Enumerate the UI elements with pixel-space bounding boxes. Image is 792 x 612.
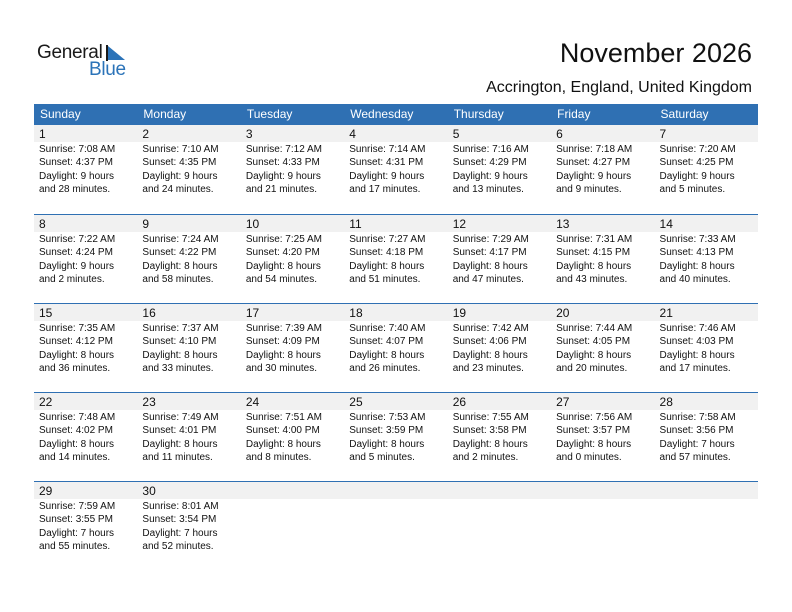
weekday-friday: Friday bbox=[557, 107, 591, 121]
sunrise-text: Sunrise: 7:56 AM bbox=[556, 412, 633, 423]
sunset-text: Sunset: 4:03 PM bbox=[659, 336, 734, 348]
day-cell bbox=[448, 142, 551, 197]
day-cell bbox=[448, 232, 551, 287]
daylight-text: Daylight: 8 hours bbox=[245, 438, 321, 450]
sunrise-text: Sunrise: 7:25 AM bbox=[245, 234, 322, 245]
day-cell bbox=[137, 410, 240, 465]
weekday-tuesday: Tuesday bbox=[246, 107, 293, 121]
day-number: 15 bbox=[39, 306, 53, 320]
day-number: 7 bbox=[659, 127, 667, 141]
daylight-text: and 23 minutes. bbox=[452, 363, 524, 375]
sunset-text: Sunset: 4:25 PM bbox=[659, 157, 734, 169]
sunrise-text: Sunrise: 7:29 AM bbox=[452, 234, 529, 245]
sunset-text: Sunset: 3:55 PM bbox=[39, 514, 113, 526]
sunset-text: Sunset: 4:12 PM bbox=[39, 336, 113, 348]
sunrise-text: Sunrise: 7:37 AM bbox=[142, 323, 219, 334]
sunset-text: Sunset: 4:01 PM bbox=[142, 425, 217, 437]
daylight-text: and 8 minutes. bbox=[245, 452, 312, 464]
daylight-text: and 54 minutes. bbox=[245, 274, 318, 286]
sunrise-text: Sunrise: 7:16 AM bbox=[452, 144, 529, 155]
sunrise-text: Sunrise: 8:01 AM bbox=[142, 501, 219, 512]
sunrise-text: Sunrise: 7:40 AM bbox=[349, 323, 426, 334]
day-cell bbox=[241, 232, 344, 287]
week-row bbox=[34, 303, 758, 392]
day-cell bbox=[241, 142, 344, 197]
daylight-text: and 30 minutes. bbox=[245, 363, 318, 375]
day-info-row bbox=[34, 410, 758, 465]
day-cell bbox=[137, 321, 240, 376]
week-row bbox=[34, 392, 758, 481]
day-cell bbox=[448, 321, 551, 376]
sunrise-text: Sunrise: 7:10 AM bbox=[142, 144, 219, 155]
day-number: 17 bbox=[245, 306, 260, 320]
daylight-text: Daylight: 8 hours bbox=[556, 260, 632, 272]
sunrise-text: Sunrise: 7:20 AM bbox=[659, 144, 736, 155]
weeks-container bbox=[34, 125, 758, 570]
sunrise-text: Sunrise: 7:58 AM bbox=[659, 412, 736, 423]
day-number: 3 bbox=[245, 127, 253, 141]
day-cell bbox=[448, 410, 551, 465]
sunrise-text: Sunrise: 7:49 AM bbox=[142, 412, 219, 423]
day-cell bbox=[34, 321, 137, 376]
sunrise-text: Sunrise: 7:53 AM bbox=[349, 412, 426, 423]
daylight-text: and 33 minutes. bbox=[142, 363, 214, 375]
daylight-text: and 36 minutes. bbox=[39, 363, 111, 375]
day-number-row bbox=[34, 215, 758, 232]
day-cell bbox=[551, 232, 654, 287]
day-cell bbox=[655, 321, 758, 376]
daylight-text: Daylight: 8 hours bbox=[452, 438, 528, 450]
sunrise-text: Sunrise: 7:44 AM bbox=[556, 323, 633, 334]
sunset-text: Sunset: 4:06 PM bbox=[452, 336, 527, 348]
day-number bbox=[448, 482, 551, 499]
day-number: 18 bbox=[349, 306, 363, 320]
daylight-text: Daylight: 9 hours bbox=[39, 170, 115, 182]
day-number: 11 bbox=[349, 217, 362, 231]
daylight-text: Daylight: 8 hours bbox=[245, 260, 321, 272]
day-number-row bbox=[34, 393, 758, 410]
sunrise-text: Sunrise: 7:35 AM bbox=[39, 323, 116, 334]
sunrise-text: Sunrise: 7:33 AM bbox=[659, 234, 736, 245]
sunset-text: Sunset: 4:20 PM bbox=[245, 247, 320, 259]
daylight-text: Daylight: 9 hours bbox=[142, 170, 218, 182]
day-number bbox=[241, 482, 344, 499]
day-cell bbox=[137, 142, 240, 197]
daylight-text: and 20 minutes. bbox=[556, 363, 628, 375]
triangle-flag-icon bbox=[108, 46, 125, 60]
sunset-text: Sunset: 4:35 PM bbox=[142, 157, 217, 169]
daylight-text: Daylight: 8 hours bbox=[349, 260, 425, 272]
daylight-text: Daylight: 7 hours bbox=[39, 527, 115, 539]
sunrise-text: Sunrise: 7:22 AM bbox=[39, 234, 116, 245]
day-cell bbox=[34, 232, 137, 287]
sunset-text: Sunset: 4:22 PM bbox=[142, 247, 217, 259]
logo-text-general: General bbox=[37, 42, 103, 63]
weekday-saturday: Saturday bbox=[660, 107, 709, 121]
logo-text-blue: Blue bbox=[89, 59, 126, 80]
daylight-text: and 2 minutes. bbox=[39, 274, 105, 286]
day-cell bbox=[655, 499, 758, 554]
sunrise-text: Sunrise: 7:27 AM bbox=[349, 234, 426, 245]
sunset-text: Sunset: 4:31 PM bbox=[349, 157, 424, 169]
daylight-text: and 17 minutes. bbox=[659, 363, 731, 375]
day-number: 16 bbox=[142, 306, 156, 320]
day-number: 29 bbox=[39, 484, 53, 498]
day-cell bbox=[551, 410, 654, 465]
day-cell bbox=[34, 499, 137, 554]
day-cell bbox=[344, 232, 447, 287]
day-number: 5 bbox=[452, 127, 460, 141]
day-number: 14 bbox=[659, 217, 673, 231]
week-row bbox=[34, 214, 758, 303]
calendar-grid bbox=[34, 104, 758, 570]
day-cell bbox=[137, 232, 240, 287]
day-cell bbox=[551, 321, 654, 376]
day-info-row bbox=[34, 232, 758, 287]
day-number: 25 bbox=[349, 395, 363, 409]
sunrise-text: Sunrise: 7:12 AM bbox=[245, 144, 322, 155]
day-number: 26 bbox=[452, 395, 467, 409]
daylight-text: Daylight: 7 hours bbox=[659, 438, 735, 450]
daylight-text: and 28 minutes. bbox=[39, 184, 111, 196]
daylight-text: and 40 minutes. bbox=[659, 274, 731, 286]
daylight-text: Daylight: 8 hours bbox=[39, 438, 115, 450]
daylight-text: Daylight: 9 hours bbox=[452, 170, 528, 182]
sunset-text: Sunset: 3:59 PM bbox=[349, 425, 424, 437]
daylight-text: Daylight: 8 hours bbox=[349, 438, 425, 450]
day-number: 10 bbox=[245, 217, 260, 231]
daylight-text: Daylight: 7 hours bbox=[142, 527, 218, 539]
daylight-text: Daylight: 8 hours bbox=[349, 349, 425, 361]
day-number: 4 bbox=[349, 127, 356, 141]
daylight-text: and 5 minutes. bbox=[659, 184, 726, 196]
weekday-thursday: Thursday bbox=[453, 107, 504, 121]
day-cell bbox=[34, 142, 137, 197]
daylight-text: and 57 minutes. bbox=[659, 452, 731, 464]
sunset-text: Sunset: 4:24 PM bbox=[39, 247, 113, 259]
daylight-text: and 11 minutes. bbox=[142, 452, 213, 464]
daylight-text: and 17 minutes. bbox=[349, 184, 421, 196]
day-number bbox=[655, 482, 758, 499]
daylight-text: Daylight: 8 hours bbox=[452, 349, 528, 361]
day-number-row bbox=[34, 304, 758, 321]
week-row bbox=[34, 125, 758, 214]
daylight-text: Daylight: 8 hours bbox=[245, 349, 321, 361]
daylight-text: Daylight: 9 hours bbox=[659, 170, 735, 182]
sunset-text: Sunset: 3:54 PM bbox=[142, 514, 217, 526]
daylight-text: and 9 minutes. bbox=[556, 184, 622, 196]
weekday-monday: Monday bbox=[143, 107, 187, 121]
daylight-text: and 21 minutes. bbox=[245, 184, 318, 196]
sunset-text: Sunset: 4:09 PM bbox=[245, 336, 320, 348]
daylight-text: Daylight: 8 hours bbox=[452, 260, 528, 272]
day-info-row bbox=[34, 321, 758, 376]
sunrise-text: Sunrise: 7:08 AM bbox=[39, 144, 116, 155]
daylight-text: and 58 minutes. bbox=[142, 274, 214, 286]
daylight-text: Daylight: 9 hours bbox=[349, 170, 425, 182]
sunset-text: Sunset: 4:17 PM bbox=[452, 247, 527, 259]
day-number: 28 bbox=[659, 395, 673, 409]
day-cell bbox=[655, 410, 758, 465]
daylight-text: and 13 minutes. bbox=[452, 184, 524, 196]
sunrise-text: Sunrise: 7:59 AM bbox=[39, 501, 116, 512]
day-number-row bbox=[34, 482, 758, 499]
sunset-text: Sunset: 4:15 PM bbox=[556, 247, 631, 259]
daylight-text: and 5 minutes. bbox=[349, 452, 415, 464]
daylight-text: and 2 minutes. bbox=[452, 452, 519, 464]
weekday-header-row bbox=[34, 104, 758, 125]
day-number bbox=[344, 482, 447, 499]
sunrise-text: Sunrise: 7:31 AM bbox=[556, 234, 633, 245]
location-subtitle: Accrington, England, United Kingdom bbox=[486, 79, 752, 96]
day-number: 24 bbox=[245, 395, 260, 409]
day-cell bbox=[241, 410, 344, 465]
day-cell bbox=[34, 410, 137, 465]
daylight-text: and 52 minutes. bbox=[142, 541, 214, 553]
day-number: 20 bbox=[556, 306, 570, 320]
sunset-text: Sunset: 4:27 PM bbox=[556, 157, 631, 169]
daylight-text: Daylight: 8 hours bbox=[659, 349, 735, 361]
daylight-text: and 24 minutes. bbox=[142, 184, 214, 196]
daylight-text: and 0 minutes. bbox=[556, 452, 622, 464]
sunset-text: Sunset: 4:05 PM bbox=[556, 336, 631, 348]
day-number: 6 bbox=[556, 127, 563, 141]
sunrise-text: Sunrise: 7:24 AM bbox=[142, 234, 219, 245]
day-number: 12 bbox=[452, 217, 467, 231]
day-number: 8 bbox=[39, 217, 46, 231]
sunset-text: Sunset: 4:29 PM bbox=[452, 157, 527, 169]
weekday-wednesday: Wednesday bbox=[350, 107, 414, 121]
day-cell bbox=[551, 499, 654, 554]
day-number: 19 bbox=[452, 306, 467, 320]
day-number: 1 bbox=[39, 127, 46, 141]
daylight-text: Daylight: 8 hours bbox=[142, 438, 218, 450]
daylight-text: and 14 minutes. bbox=[39, 452, 111, 464]
daylight-text: and 55 minutes. bbox=[39, 541, 111, 553]
day-number: 30 bbox=[142, 484, 156, 498]
daylight-text: and 43 minutes. bbox=[556, 274, 628, 286]
sunrise-text: Sunrise: 7:48 AM bbox=[39, 412, 116, 423]
sunrise-text: Sunrise: 7:55 AM bbox=[452, 412, 529, 423]
day-cell bbox=[448, 499, 551, 554]
day-cell bbox=[241, 499, 344, 554]
day-number bbox=[551, 482, 654, 499]
daylight-text: Daylight: 8 hours bbox=[659, 260, 735, 272]
sunrise-text: Sunrise: 7:18 AM bbox=[556, 144, 633, 155]
sunset-text: Sunset: 4:13 PM bbox=[659, 247, 734, 259]
sunset-text: Sunset: 4:33 PM bbox=[245, 157, 320, 169]
sunset-text: Sunset: 4:00 PM bbox=[245, 425, 320, 437]
day-number: 22 bbox=[39, 395, 53, 409]
day-cell bbox=[551, 142, 654, 197]
day-cell bbox=[344, 499, 447, 554]
day-number: 9 bbox=[142, 217, 150, 231]
sunset-text: Sunset: 4:37 PM bbox=[39, 157, 113, 169]
page-title: November 2026 bbox=[559, 38, 752, 68]
day-number: 13 bbox=[556, 217, 570, 231]
sunset-text: Sunset: 4:18 PM bbox=[349, 247, 424, 259]
day-cell bbox=[344, 142, 447, 197]
sunset-text: Sunset: 4:07 PM bbox=[349, 336, 424, 348]
sunset-text: Sunset: 3:56 PM bbox=[659, 425, 734, 437]
day-number: 21 bbox=[659, 306, 673, 320]
sunrise-text: Sunrise: 7:42 AM bbox=[452, 323, 529, 334]
week-row bbox=[34, 481, 758, 570]
daylight-text: Daylight: 8 hours bbox=[142, 260, 218, 272]
daylight-text: Daylight: 8 hours bbox=[39, 349, 115, 361]
day-number: 2 bbox=[142, 127, 150, 141]
weekday-sunday: Sunday bbox=[40, 107, 81, 121]
logo bbox=[37, 42, 137, 82]
daylight-text: Daylight: 8 hours bbox=[556, 438, 632, 450]
day-cell bbox=[344, 321, 447, 376]
sunrise-text: Sunrise: 7:46 AM bbox=[659, 323, 736, 334]
daylight-text: Daylight: 9 hours bbox=[245, 170, 321, 182]
sunset-text: Sunset: 4:02 PM bbox=[39, 425, 113, 437]
sunrise-text: Sunrise: 7:51 AM bbox=[245, 412, 322, 423]
sunrise-text: Sunrise: 7:39 AM bbox=[245, 323, 322, 334]
sunset-text: Sunset: 3:57 PM bbox=[556, 425, 631, 437]
day-number: 23 bbox=[142, 395, 156, 409]
day-number-row bbox=[34, 125, 758, 142]
daylight-text: Daylight: 8 hours bbox=[556, 349, 632, 361]
day-cell bbox=[655, 232, 758, 287]
day-info-row bbox=[34, 499, 758, 554]
daylight-text: and 47 minutes. bbox=[452, 274, 524, 286]
day-cell bbox=[137, 499, 240, 554]
sunrise-text: Sunrise: 7:14 AM bbox=[349, 144, 426, 155]
day-cell bbox=[241, 321, 344, 376]
daylight-text: and 26 minutes. bbox=[349, 363, 421, 375]
day-cell bbox=[655, 142, 758, 197]
daylight-text: Daylight: 9 hours bbox=[39, 260, 115, 272]
daylight-text: and 51 minutes. bbox=[349, 274, 421, 286]
day-cell bbox=[344, 410, 447, 465]
sunset-text: Sunset: 3:58 PM bbox=[452, 425, 527, 437]
daylight-text: Daylight: 8 hours bbox=[142, 349, 218, 361]
day-number: 27 bbox=[556, 395, 570, 409]
daylight-text: Daylight: 9 hours bbox=[556, 170, 632, 182]
sunset-text: Sunset: 4:10 PM bbox=[142, 336, 217, 348]
day-info-row bbox=[34, 142, 758, 197]
